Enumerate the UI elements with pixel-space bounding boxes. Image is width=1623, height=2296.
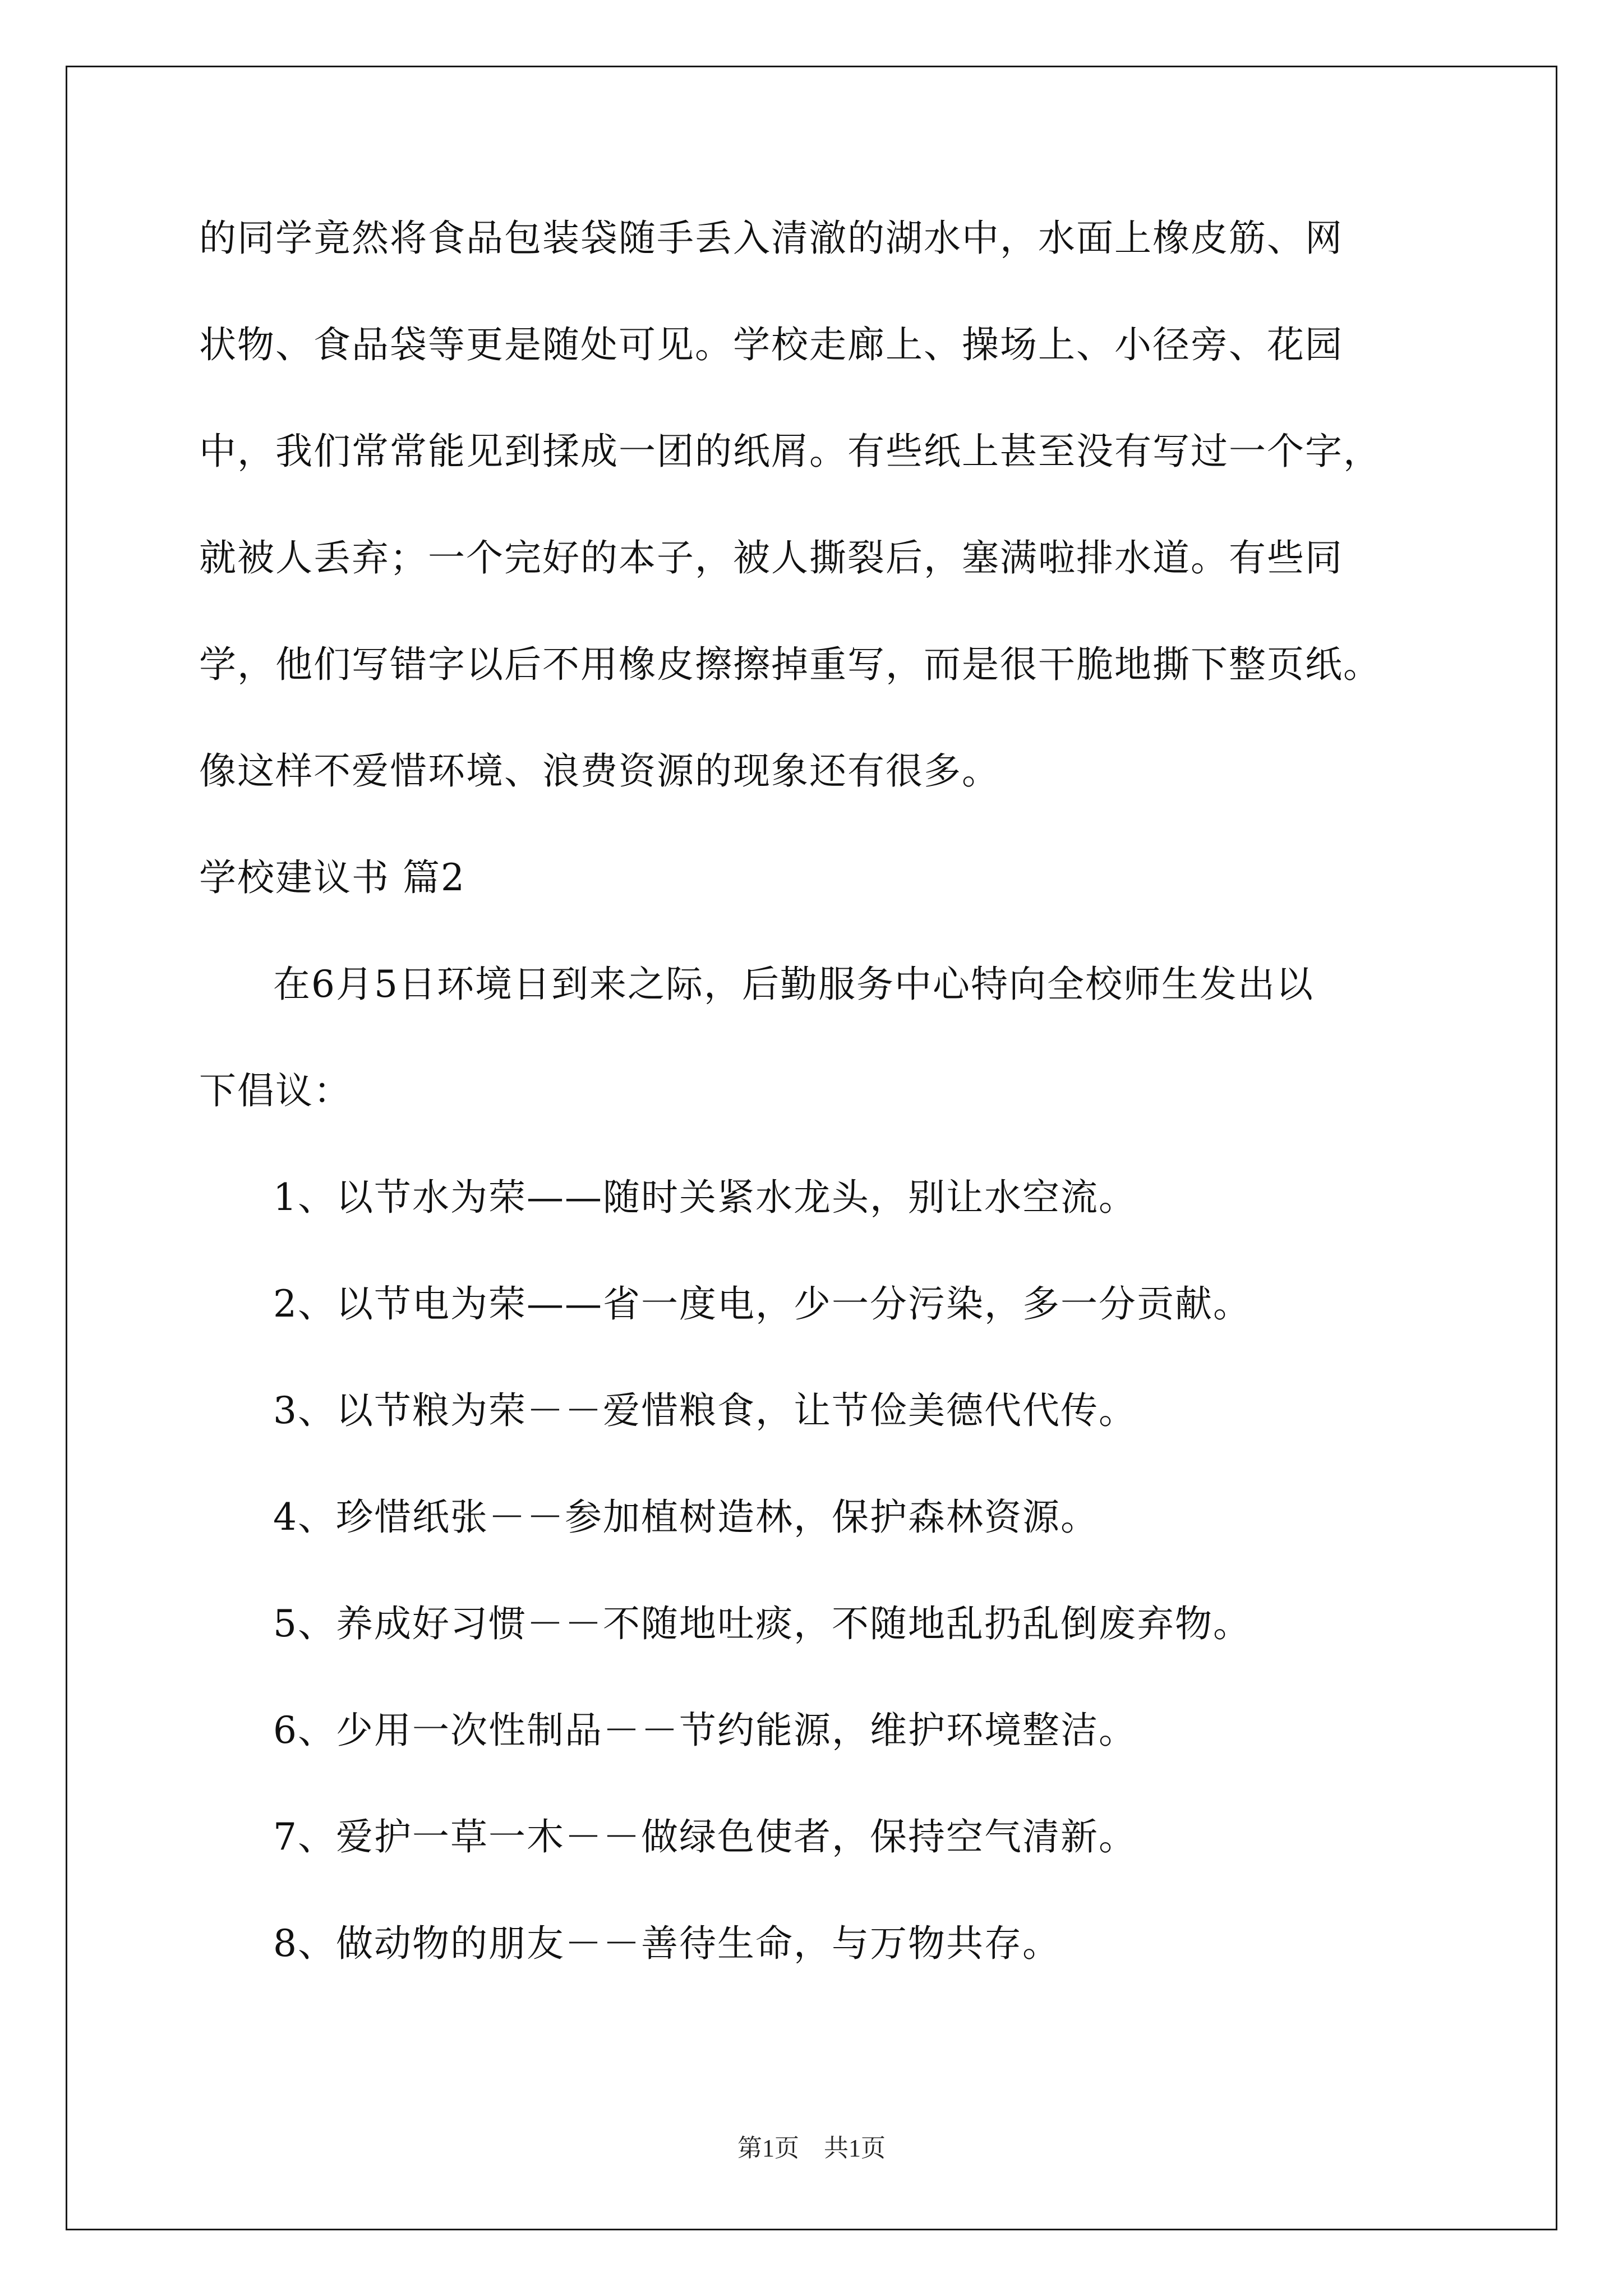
list-item: 2、以节电为荣——省一度电，少一分污染，多一分贡献。 [273,1282,1251,1326]
list-item: 6、少用一次性制品－－节约能源，维护环境整洁。 [273,1709,1137,1752]
list-item: 1、以节水为荣——随时关紧水龙头，别让水空流。 [273,1176,1137,1219]
intro-line: 在6月5日环境日到来之际，后勤服务中心特向全校师生发出以 [273,963,1314,1006]
list-item: 3、以节粮为荣－－爱惜粮食，让节俭美德代代传。 [273,1389,1137,1432]
intro-line: 下倡议： [199,1069,352,1112]
paragraph-line: 的同学竟然将食品包装袋随手丢入清澈的湖水中，水面上橡皮筋、网 [199,217,1343,260]
paragraph-line: 学，他们写错字以后不用橡皮擦擦掉重写，而是很干脆地撕下整页纸。 [199,643,1381,686]
paragraph-line: 状物、食品袋等更是随处可见。学校走廊上、操场上、小径旁、花园 [199,323,1343,366]
list-item: 8、做动物的朋友－－善待生命，与万物共存。 [273,1922,1061,1965]
paragraph-line: 就被人丢弃；一个完好的本子，被人撕裂后，塞满啦排水道。有些同 [199,536,1343,579]
page-border [66,66,1557,2230]
paragraph-line: 像这样不爱惜环境、浪费资源的现象还有很多。 [199,749,1000,793]
list-item: 7、爱护一草一木－－做绿色使者，保持空气清新。 [273,1815,1137,1858]
list-item: 4、珍惜纸张－－参加植树造林，保护森林资源。 [273,1496,1099,1539]
section-heading: 学校建议书 篇2 [199,856,465,899]
list-item: 5、养成好习惯－－不随地吐痰，不随地乱扔乱倒废弃物。 [273,1602,1251,1645]
paragraph-line: 中，我们常常能见到揉成一团的纸屑。有些纸上甚至没有写过一个字， [199,430,1381,473]
page-footer: 第1页 共1页 [737,2134,886,2162]
